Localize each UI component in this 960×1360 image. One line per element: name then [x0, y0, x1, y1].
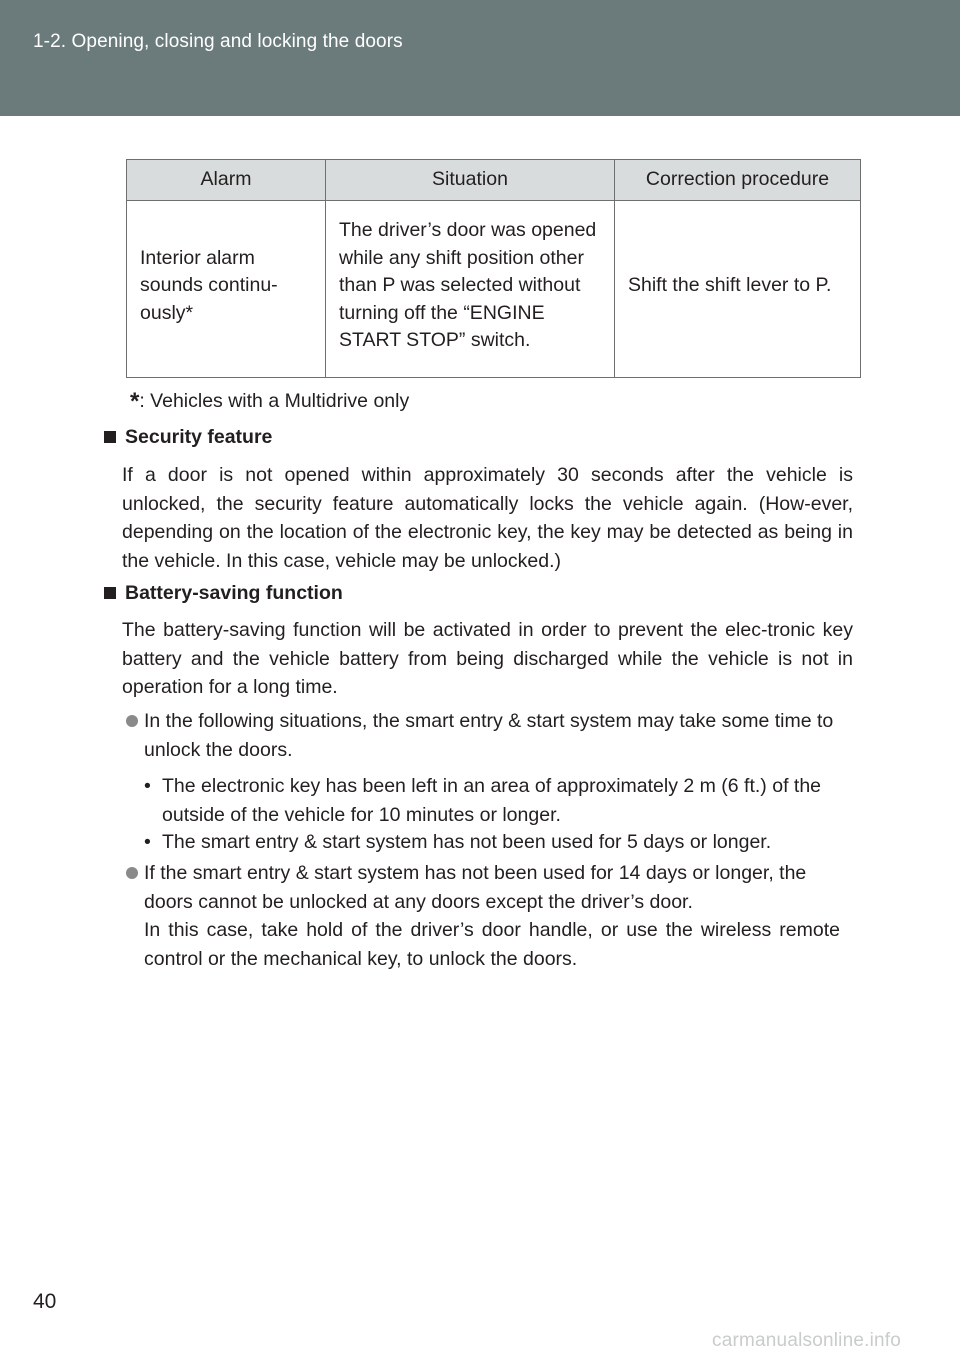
list-item-text: In the following situations, the smart entry & start system may take some time to unlock the doors.: [144, 710, 834, 761]
battery-heading-text: Battery-saving function: [125, 582, 343, 604]
security-heading-text: Security feature: [125, 426, 273, 448]
footnote-mark: *: [130, 388, 140, 415]
battery-heading: [104, 582, 343, 605]
list-item: [126, 859, 840, 973]
list-item: [126, 707, 840, 764]
list-item-text: If the smart entry & start system has not been used for 14 days or longer, the doors cannot be unlocked at any doors except the driver’s door.: [144, 862, 807, 913]
table-header-row: [127, 160, 861, 201]
footnote-text: : Vehicles with a Multidrive only: [139, 390, 410, 412]
battery-paragraph: The battery-saving function will be activated in order to prevent the elec-tronic key battery and the vehicle battery from being discharged while the vehicle is not in operation for a long time.: [122, 619, 853, 698]
circle-bullet-icon: [126, 867, 138, 879]
watermark: carmanualsonline.info: [712, 1330, 902, 1351]
alarm-cell: Interior alarm sounds continu-ously*: [127, 201, 326, 378]
column-header-situation: Situation: [326, 160, 615, 201]
situation-cell: The driver’s door was opened while any shift position other than P was selected without turning off the “ENGINE START STOP” switch.: [326, 201, 615, 378]
dot-bullet-icon: •: [144, 831, 151, 853]
sub-list-item-text: The smart entry & start system has not been used for 5 days or longer.: [162, 831, 772, 853]
sub-list-item: [144, 828, 844, 857]
dot-bullet-icon: •: [144, 775, 151, 797]
correction-cell: Shift the shift lever to P.: [615, 201, 861, 378]
list-item-continuation: In this case, take hold of the driver’s door handle, or use the wireless remote control or the mechanical key, to unlock the doors.: [144, 919, 840, 970]
table-footnote: [130, 386, 409, 414]
square-bullet-icon: [104, 587, 116, 599]
circle-bullet-icon: [126, 715, 138, 727]
page-header: [0, 0, 960, 116]
column-header-alarm: Alarm: [127, 160, 326, 201]
table-row: [127, 201, 861, 378]
security-paragraph: If a door is not opened within approximately 30 seconds after the vehicle is unlocked, the security feature automatically locks the vehicle again. (How-ever, depending on the location of the electronic key, the key may be detected as being in the vehicle. In this case, vehicle may be unlocked.): [122, 464, 853, 572]
page-number: 40: [33, 1290, 57, 1313]
sub-list-item-text: The electronic key has been left in an area of approximately 2 m (6 ft.) of the outside of the vehicle for 10 minutes or longer.: [162, 775, 822, 826]
security-heading: [104, 426, 272, 449]
section-title: 1-2. Opening, closing and locking the doors: [33, 31, 403, 52]
column-header-correction: Correction procedure: [615, 160, 861, 201]
alarm-table: [126, 159, 861, 378]
sub-list-item: [144, 772, 844, 829]
square-bullet-icon: [104, 431, 116, 443]
